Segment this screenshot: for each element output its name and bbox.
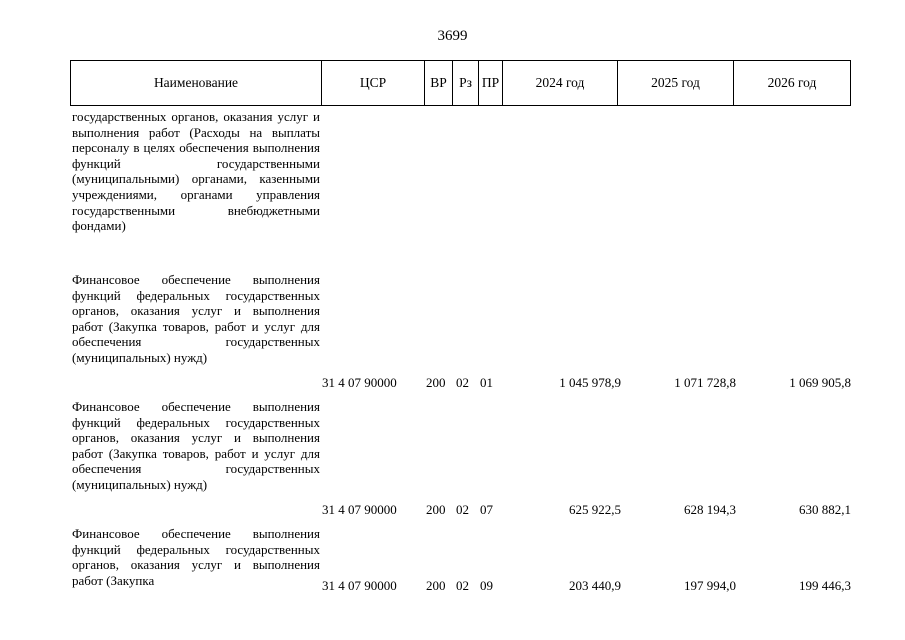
header-pr: ПР xyxy=(479,61,503,105)
row-name: Финансовое обеспечение выполнения функций федеральных государственных органов, оказания услуг и выполнения работ (Закупка товаров, работ и услуг для обеспечения государственных (муниципальных) нужд) xyxy=(72,399,320,492)
row-vr: 200 xyxy=(426,375,446,390)
header-2025: 2025 год xyxy=(618,61,734,105)
row-csr: 31 4 07 90000 xyxy=(322,578,397,593)
row-2024: 1 045 978,9 xyxy=(559,375,621,390)
row-rz: 02 xyxy=(456,375,469,390)
table-header xyxy=(70,60,851,106)
header-vr: ВР xyxy=(425,61,453,105)
row-2026: 1 069 905,8 xyxy=(789,375,851,390)
row-2024: 625 922,5 xyxy=(569,502,621,517)
row-vr: 200 xyxy=(426,578,446,593)
page-number: 3699 xyxy=(437,28,468,44)
row-pr: 09 xyxy=(480,578,493,593)
row-csr: 31 4 07 90000 xyxy=(322,502,397,517)
header-name: Наименование xyxy=(71,61,322,105)
header-rz: Рз xyxy=(453,61,479,105)
row-2025: 197 994,0 xyxy=(684,578,736,593)
row-name: государственных органов, оказания услуг и выполнения работ (Расходы на выплаты персоналу в целях обеспечения выполнения функций государственными (муниципальными) органами, казенными учреждениями, органами управления государственными внебюджетными фондами) xyxy=(72,109,320,234)
row-rz: 02 xyxy=(456,502,469,517)
row-name: Финансовое обеспечение выполнения функций федеральных государственных органов, оказания услуг и выполнения работ (Закупка xyxy=(72,526,320,588)
row-csr: 31 4 07 90000 xyxy=(322,375,397,390)
row-vr: 200 xyxy=(426,502,446,517)
row-2025: 628 194,3 xyxy=(684,502,736,517)
row-2025: 1 071 728,8 xyxy=(674,375,736,390)
row-2026: 199 446,3 xyxy=(799,578,851,593)
row-rz: 02 xyxy=(456,578,469,593)
row-pr: 01 xyxy=(480,375,493,390)
row-pr: 07 xyxy=(480,502,493,517)
header-2024: 2024 год xyxy=(503,61,618,105)
row-2024: 203 440,9 xyxy=(569,578,621,593)
row-name: Финансовое обеспечение выполнения функций федеральных государственных органов, оказания услуг и выполнения работ (Закупка товаров, работ и услуг для обеспечения государственных (муниципальных) нужд) xyxy=(72,272,320,365)
row-2026: 630 882,1 xyxy=(799,502,851,517)
header-2026: 2026 год xyxy=(767,75,817,90)
header-csr: ЦСР xyxy=(322,61,425,105)
